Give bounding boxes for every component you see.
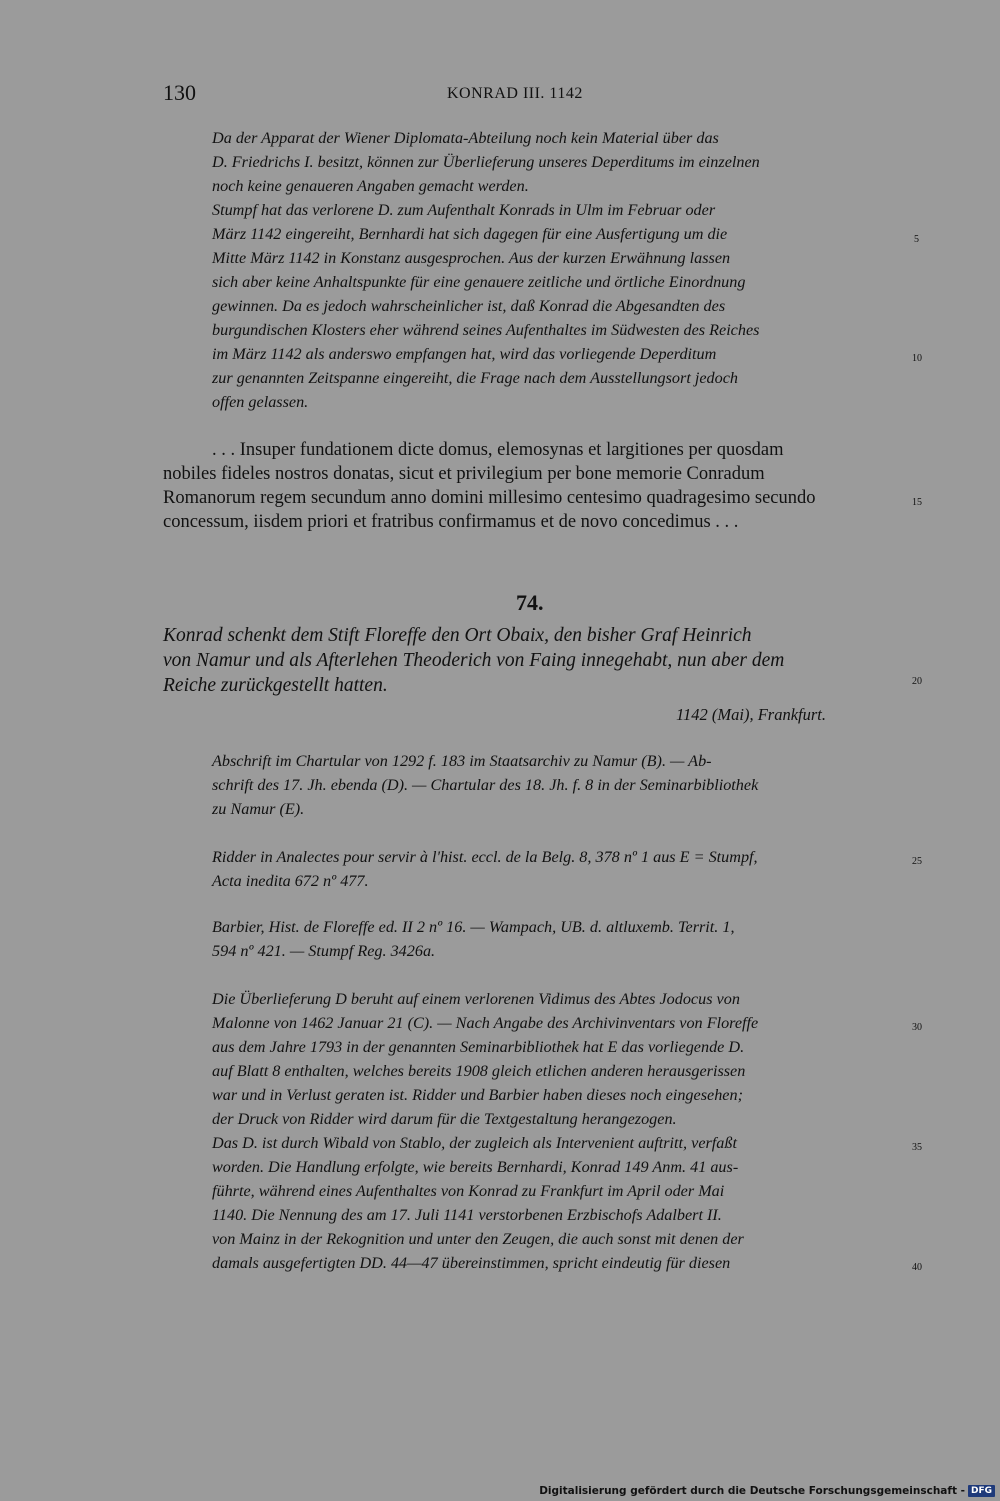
quote-line: Romanorum regem secundum anno domini millesimo centesimo quadragesimo secundo	[163, 488, 816, 508]
commentary-line: Das D. ist durch Wibald von Stablo, der zugleich als Intervenient auftritt, verfaßt	[212, 1134, 737, 1152]
margin-line-number: 20	[912, 676, 922, 687]
intro-line: Stumpf hat das verlorene D. zum Aufenthalt Konrads in Ulm im Februar oder	[212, 201, 716, 219]
commentary-line: von Mainz in der Rekognition und unter den Zeugen, die auch sonst mit denen der	[212, 1230, 744, 1248]
commentary-line: führte, während eines Aufenthaltes von Konrad zu Frankfurt im April oder Mai	[212, 1182, 725, 1200]
tradition-line: zu Namur (E).	[212, 800, 305, 818]
quote-line: concessum, iisdem priori et fratribus confirmamus et de novo concedimus . . .	[163, 512, 739, 532]
running-title: KONRAD III. 1142	[447, 85, 583, 102]
commentary-line: Malonne von 1462 Januar 21 (C). — Nach Angabe des Archivinventars von Floreffe	[212, 1014, 759, 1032]
commentary-line: war und in Verlust geraten ist. Ridder und Barbier haben dieses noch eingesehen;	[212, 1086, 743, 1104]
intro-line: offen gelassen.	[212, 393, 309, 411]
print-line: Ridder in Analectes pour servir à l'hist. eccl. de la Belg. 8, 378 nº 1 aus E = Stumpf,	[212, 848, 758, 866]
margin-line-number: 25	[912, 856, 922, 867]
regest-line: von Namur und als Afterlehen Theoderich von Faing innegehabt, nun aber dem	[163, 650, 785, 671]
page-number: 130	[163, 80, 196, 105]
literature-line: 594 nº 421. — Stumpf Reg. 3426a.	[212, 942, 436, 960]
print-line: Acta inedita 672 nº 477.	[212, 872, 369, 890]
intro-line: zur genannten Zeitspanne eingereiht, die Frage nach dem Ausstellungsort jedoch	[212, 369, 739, 387]
intro-line: sich aber keine Anhaltspunkte für eine genauere zeitliche und örtliche Einordnung	[212, 273, 746, 291]
commentary-line: worden. Die Handlung erfolgte, wie bereits Bernhardi, Konrad 149 Anm. 41 aus-	[212, 1158, 739, 1176]
intro-line: gewinnen. Da es jedoch wahrscheinlicher ist, daß Konrad die Abgesandten des	[212, 297, 726, 315]
commentary-line: damals ausgefertigten DD. 44—47 übereinstimmen, spricht eindeutig für diesen	[212, 1254, 731, 1272]
quote-line: . . . Insuper fundationem dicte domus, elemosynas et largitiones per quosdam	[212, 440, 784, 460]
intro-line: noch keine genaueren Angaben gemacht werden.	[212, 177, 529, 195]
margin-line-number: 30	[912, 1022, 922, 1033]
intro-line: Mitte März 1142 in Konstanz ausgesprochen. Aus der kurzen Erwähnung lassen	[212, 249, 731, 267]
commentary-line: der Druck von Ridder wird darum für die Textgestaltung herangezogen.	[212, 1110, 677, 1128]
intro-line: im März 1142 als anderswo empfangen hat, wird das vorliegende Deperditum	[212, 345, 717, 363]
tradition-line: schrift des 17. Jh. ebenda (D). — Chartular des 18. Jh. f. 8 in der Seminarbibliothek	[212, 776, 759, 794]
digitization-credit	[539, 1485, 995, 1497]
commentary-line: auf Blatt 8 enthalten, welches bereits 1908 gleich etlichen anderen herausgerissen	[212, 1062, 746, 1080]
credit-text: Digitalisierung gefördert durch die Deutsche Forschungsgemeinschaft -	[539, 1485, 965, 1497]
margin-line-number: 5	[914, 234, 919, 245]
dateline: 1142 (Mai), Frankfurt.	[676, 705, 827, 724]
commentary-line: Die Überlieferung D beruht auf einem verlorenen Vidimus des Abtes Jodocus von	[212, 990, 740, 1008]
commentary-line: 1140. Die Nennung des am 17. Juli 1141 verstorbenen Erzbischofs Adalbert II.	[212, 1206, 722, 1224]
regest-line: Konrad schenkt dem Stift Floreffe den Ort Obaix, den bisher Graf Heinrich	[163, 625, 752, 646]
quote-line: nobiles fideles nostros donatas, sicut et privilegium per bone memorie Conradum	[163, 464, 765, 484]
margin-line-number: 35	[912, 1142, 922, 1153]
margin-line-number: 10	[912, 353, 922, 364]
intro-line: März 1142 eingereiht, Bernhardi hat sich dagegen für eine Ausfertigung um die	[212, 225, 728, 243]
commentary-line: aus dem Jahre 1793 in der genannten Seminarbibliothek hat E das vorliegende D.	[212, 1038, 745, 1056]
literature-line: Barbier, Hist. de Floreffe ed. II 2 nº 16. — Wampach, UB. d. altluxemb. Territ. 1,	[212, 918, 735, 936]
tradition-line: Abschrift im Chartular von 1292 f. 183 im Staatsarchiv zu Namur (B). — Ab-	[212, 752, 712, 770]
dfg-logo[interactable]: DFG	[968, 1485, 995, 1497]
intro-line: Da der Apparat der Wiener Diplomata-Abteilung noch kein Material über das	[212, 129, 719, 147]
intro-line: burgundischen Klosters eher während seines Aufenthaltes im Südwesten des Reiches	[212, 321, 760, 339]
regest-line: Reiche zurückgestellt hatten.	[163, 675, 388, 696]
margin-line-number: 40	[912, 1262, 922, 1273]
margin-line-number: 15	[912, 497, 922, 508]
intro-line: D. Friedrichs I. besitzt, können zur Überlieferung unseres Deperditums im einzelnen	[212, 153, 760, 171]
document-number: 74.	[516, 590, 544, 615]
